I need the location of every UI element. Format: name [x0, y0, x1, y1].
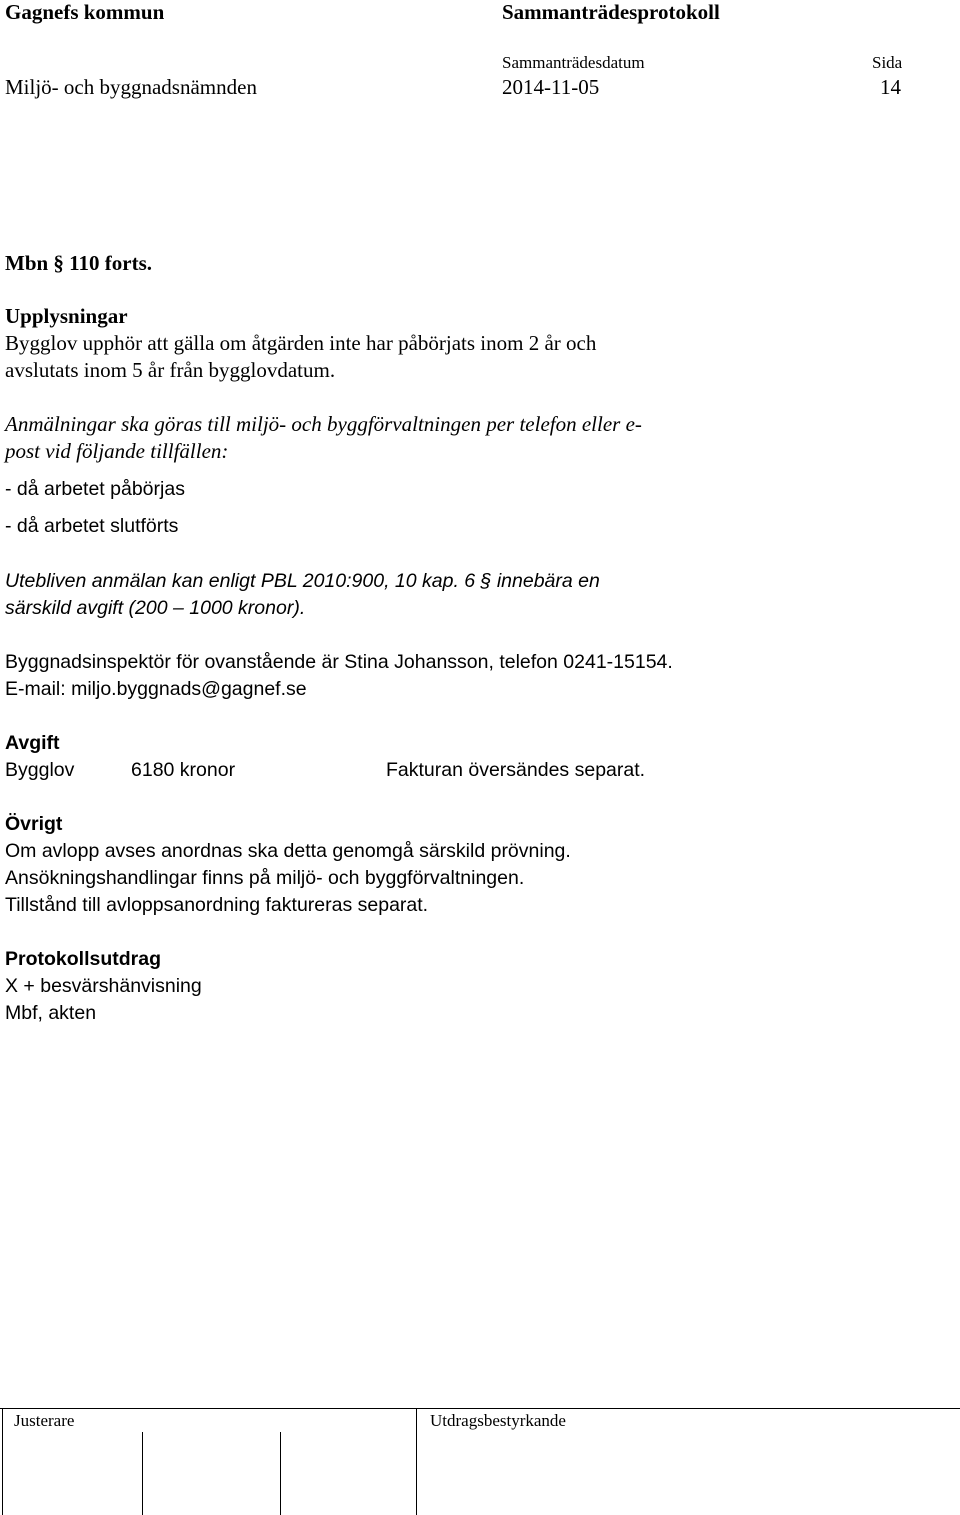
protokoll-heading: Protokollsutdrag [5, 948, 162, 970]
avgift-heading: Avgift [5, 732, 60, 754]
protokoll-line-1: X + besvärshänvisning [5, 975, 202, 997]
footer-left-border [2, 1408, 3, 1515]
upplysningar-line-1: Bygglov upphör att gälla om åtgärden inte har påbörjats inom 2 år och [5, 331, 597, 355]
utebliven-line-1: Utebliven anmälan kan enligt PBL 2010:900, 10 kap. 6 § innebära en [5, 570, 600, 592]
ovrigt-line-2: Ansökningshandlingar finns på miljö- och byggförvaltningen. [5, 867, 525, 889]
upplysningar-heading: Upplysningar [5, 304, 128, 328]
inspector-line: Byggnadsinspektör för ovanstående är Stina Johansson, telefon 0241-15154. [5, 651, 673, 673]
anmalningar-line-1: Anmälningar ska göras till miljö- och byggförvaltningen per telefon eller e- [5, 412, 642, 436]
section-ref: Mbn § 110 forts. [5, 251, 152, 275]
document-type: Sammanträdesprotokoll [502, 0, 720, 24]
bullet-item-2: - då arbetet slutförts [5, 515, 179, 537]
page-label: Sida [872, 53, 903, 72]
meeting-date: 2014-11-05 [502, 75, 600, 99]
ovrigt-line-3: Tillstånd till avloppsanordning faktureras separat. [5, 894, 429, 916]
footer-middle-divider [416, 1408, 417, 1515]
justerare-label: Justerare [14, 1411, 75, 1430]
avgift-amount: 6180 kronor [131, 759, 236, 781]
page-number: 14 [880, 75, 901, 99]
bullet-item-1: - då arbetet påbörjas [5, 478, 185, 500]
upplysningar-line-2: avslutats inom 5 år från bygglovdatum. [5, 358, 336, 382]
avgift-note: Fakturan översändes separat. [386, 759, 646, 781]
anmalningar-line-2: post vid följande tillfällen: [5, 439, 229, 463]
date-label: Sammanträdesdatum [502, 53, 645, 72]
footer-top-rule [0, 1408, 960, 1409]
email-line: E-mail: miljo.byggnads@gagnef.se [5, 678, 307, 700]
utebliven-line-2: särskild avgift (200 – 1000 kronor). [5, 597, 306, 619]
utdragsbestyrkande-label: Utdragsbestyrkande [430, 1411, 566, 1430]
ovrigt-heading: Övrigt [5, 813, 63, 835]
signature-box-divider-2 [280, 1432, 281, 1515]
org-name: Gagnefs kommun [5, 0, 165, 24]
protokoll-line-2: Mbf, akten [5, 1002, 97, 1024]
avgift-item: Bygglov [5, 759, 75, 781]
committee-name: Miljö- och byggnadsnämnden [5, 75, 257, 99]
signature-box-divider-1 [142, 1432, 143, 1515]
ovrigt-line-1: Om avlopp avses anordnas ska detta genomgå särskild prövning. [5, 840, 571, 862]
